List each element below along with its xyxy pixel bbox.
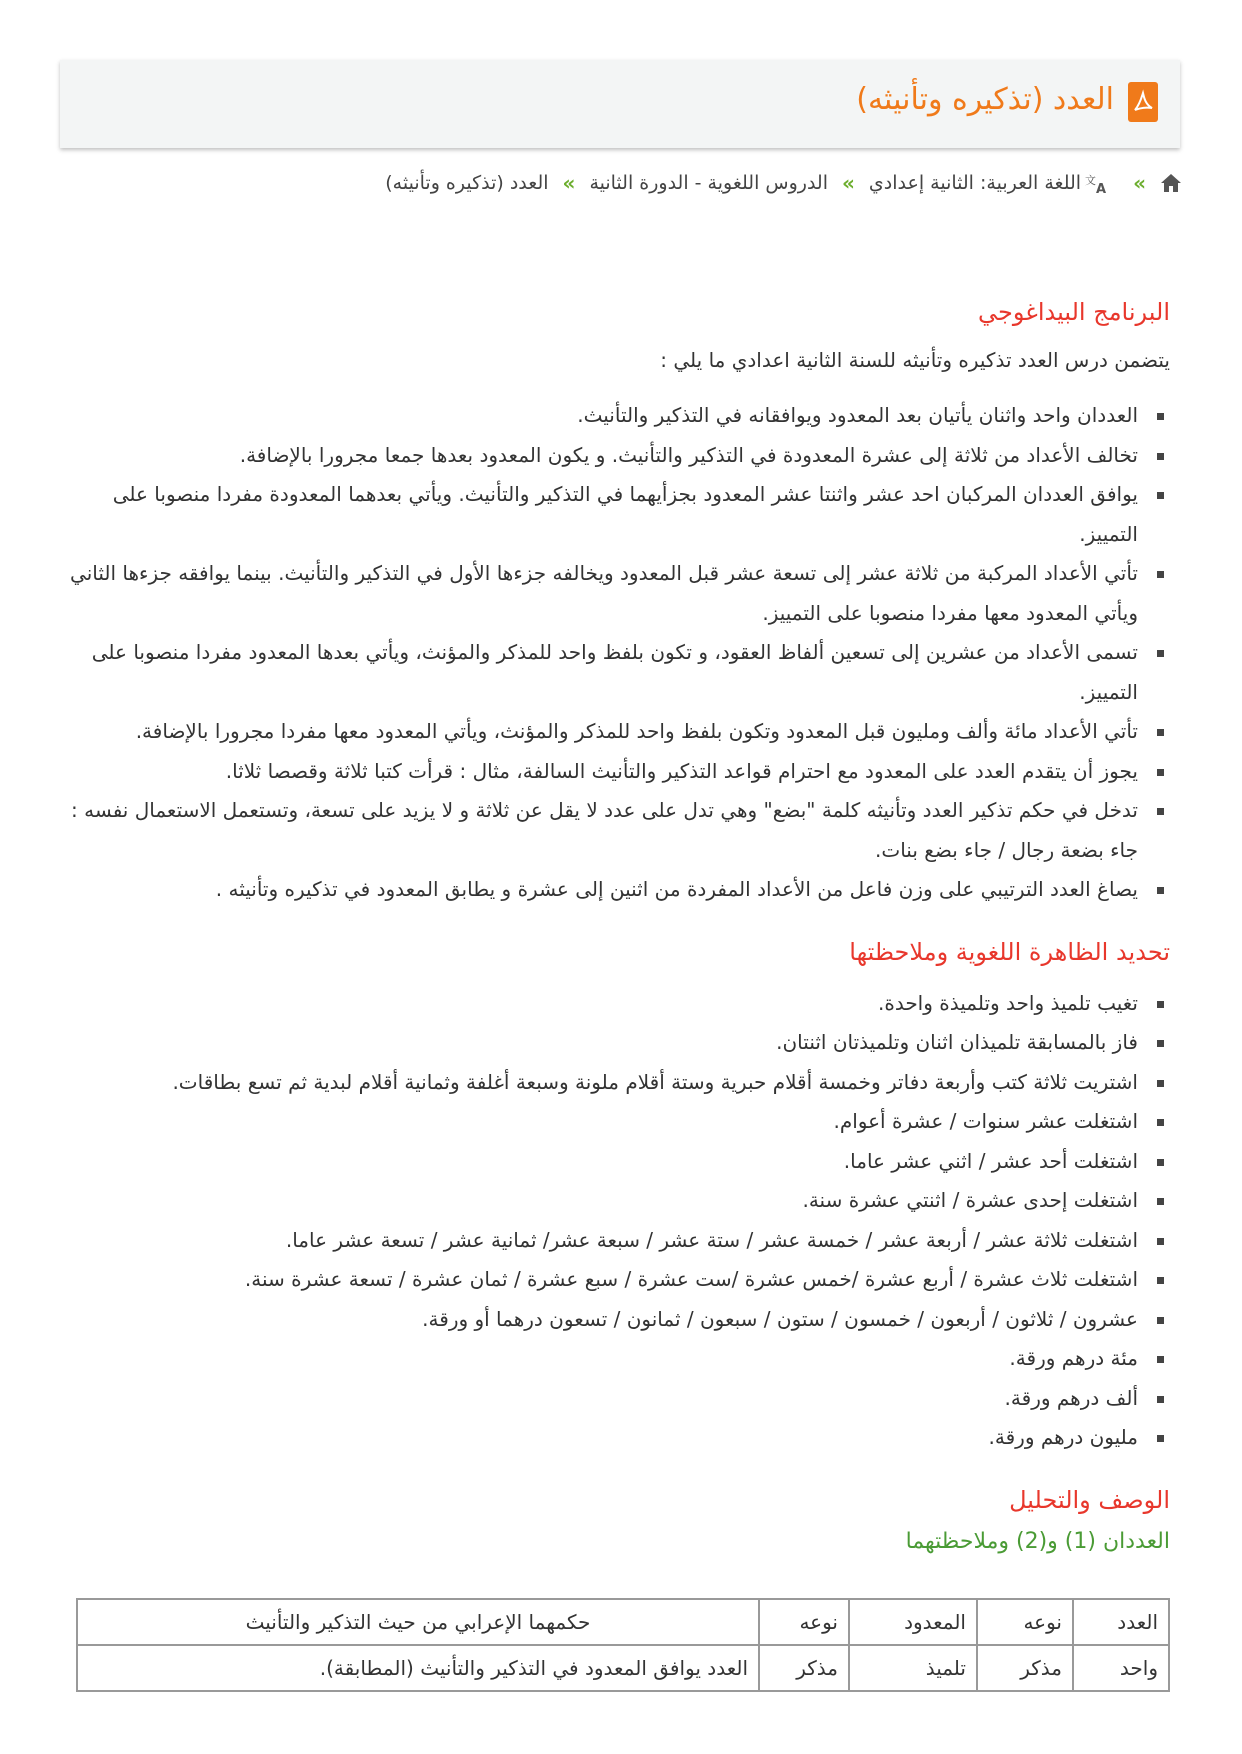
breadcrumb-separator: » [842,171,855,195]
list-item: مليون درهم ورقة. [60,1418,1170,1458]
program-list [60,396,1170,910]
list-item: اشتغلت ثلاث عشرة / أربع عشرة /خمس عشرة /ست عشرة / سبع عشرة / ثمان عشرة / تسعة عشرة سنة. [60,1260,1170,1300]
list-item: يجوز أن يتقدم العدد على المعدود مع احترام قواعد التذكير والتأنيث السالفة، مثال : قرأت كتبا ثلاثة وقصصا ثلاثا. [60,752,1170,792]
list-item: تسمى الأعداد من عشرين إلى تسعين ألفاظ العقود، و تكون بلفظ واحد للمذكر والمؤنث، ويأتي بعدها المعدود مفردا منصوبا على التمييز. [60,633,1170,712]
table-cell: تلميذ [849,1645,977,1691]
list-item: اشتغلت ثلاثة عشر / أربعة عشر / خمسة عشر / ستة عشر / سبعة عشر/ ثمانية عشر / تسعة عشر عاما. [60,1221,1170,1261]
list-item: مئة درهم ورقة. [60,1339,1170,1379]
list-item: تأتي الأعداد المركبة من ثلاثة عشر إلى تسعة عشر قبل المعدود ويخالفه جزءها الأول في التذكير والتأنيث. بينما يوافقه جزءها الثاني ويأتي المعدود معها مفردا منصوبا على التمييز. [60,554,1170,633]
breadcrumb [62,168,1182,198]
table-header: حكمهما الإعرابي من حيث التذكير والتأنيث [77,1599,759,1645]
page-header [60,60,1180,148]
section-title-phenomenon: تحديد الظاهرة اللغوية وملاحظتها [849,937,1170,966]
breadcrumb-item-unit[interactable]: الدروس اللغوية - الدورة الثانية [589,172,828,194]
list-item: اشتغلت أحد عشر / اثني عشر عاما. [60,1142,1170,1182]
translate-icon [1085,172,1119,197]
table-cell: مذكر [759,1645,849,1691]
list-item: تدخل في حكم تذكير العدد وتأنيثه كلمة "بضع" وهي تدل على عدد لا يقل عن ثلاثة و لا يزيد على تسعة، وتستعمل الاستعمال نفسه : جاء بضعة رجال / جاء بضع بنات. [60,791,1170,870]
table-header-row [77,1599,1169,1645]
table-row [77,1645,1169,1691]
list-item: تغيب تلميذ واحد وتلميذة واحدة. [60,984,1170,1024]
svg-text:文: 文 [1085,174,1097,187]
breadcrumb-item-current: العدد (تذكيره وتأنيثه) [385,172,549,194]
home-icon[interactable] [1160,173,1182,193]
breadcrumb-item-subject[interactable]: اللغة العربية: الثانية إعدادي [868,172,1082,194]
list-item: يوافق العددان المركبان احد عشر واثنتا عشر المعدود بجزأيهما في التذكير والتأنيث. ويأتي بعدهما المعدودة مفردا منصوبا على التمييز. [60,475,1170,554]
table-header: العدد [1073,1599,1169,1645]
page-title: العدد (تذكيره وتأنيثه) [856,82,1114,117]
breadcrumb-separator: » [1133,171,1146,195]
list-item: فاز بالمسابقة تلميذان اثنان وتلميذتان اثنتان. [60,1023,1170,1063]
numbers-table [76,1598,1170,1692]
table-header: نوعه [977,1599,1073,1645]
table-cell: العدد يوافق المعدود في التذكير والتأنيث (المطابقة). [77,1645,759,1691]
phenomenon-list [60,984,1170,1458]
list-item: العددان واحد واثنان يأتيان بعد المعدود ويوافقانه في التذكير والتأنيث. [60,396,1170,436]
list-item: تخالف الأعداد من ثلاثة إلى عشرة المعدودة في التذكير والتأنيث. و يكون المعدود بعدها جمعا مجرورا بالإضافة. [60,436,1170,476]
list-item: اشتغلت إحدى عشرة / اثنتي عشرة سنة. [60,1181,1170,1221]
list-item: اشتغلت عشر سنوات / عشرة أعوام. [60,1102,1170,1142]
section-title-program: البرنامج البيداغوجي [978,298,1170,326]
table-header: نوعه [759,1599,849,1645]
section-subtitle-numbers: العددان (1) و(2) وملاحظتهما [905,1528,1170,1554]
program-intro: يتضمن درس العدد تذكيره وتأنيثه للسنة الثانية اعدادي ما يلي : [660,348,1170,372]
list-item: ألف درهم ورقة. [60,1379,1170,1419]
list-item: اشتريت ثلاثة كتب وأربعة دفاتر وخمسة أقلام حبرية وستة أقلام ملونة وسبعة أغلفة وثمانية أقلام لبدية ثم تسع بطاقات. [60,1063,1170,1103]
breadcrumb-separator: » [562,171,576,195]
table-cell: مذكر [977,1645,1073,1691]
pdf-icon[interactable] [1128,82,1158,122]
lesson-content [60,292,1170,1560]
table-cell: واحد [1073,1645,1169,1691]
list-item: عشرون / ثلاثون / أربعون / خمسون / ستون / سبعون / ثمانون / تسعون درهما أو ورقة. [60,1300,1170,1340]
list-item: تأتي الأعداد مائة وألف ومليون قبل المعدود وتكون بلفظ واحد للمذكر والمؤنث، ويأتي المعدود معها مفردا مجرورا بالإضافة. [60,712,1170,752]
section-title-analysis: الوصف والتحليل [1009,1485,1170,1514]
list-item: يصاغ العدد الترتيبي على وزن فاعل من الأعداد المفردة من اثنين إلى عشرة و يطابق المعدود في تذكيره وتأنيثه . [60,870,1170,910]
table-header: المعدود [849,1599,977,1645]
svg-text:A: A [1096,182,1107,197]
